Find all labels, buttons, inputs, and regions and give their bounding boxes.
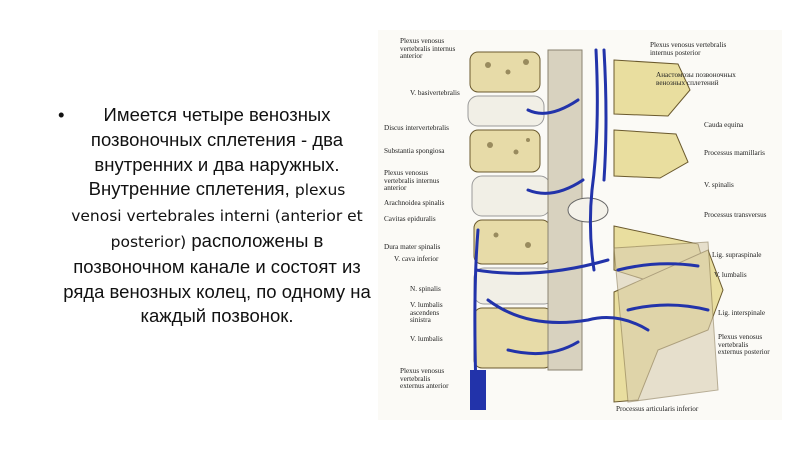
label-arachnoidea-spinalis: Arachnoidea spinalis bbox=[384, 199, 445, 207]
bullet-text-latin: plexus venosi vertebrales interni (anterior et posterior) bbox=[71, 181, 363, 251]
label-plexus-externus-anterior: Plexus venosus vertebralis externus anterior bbox=[400, 367, 449, 391]
label-n-spinalis: N. spinalis bbox=[410, 285, 441, 293]
label-cauda-equina: Cauda equina bbox=[704, 121, 744, 129]
label-processus-articularis-inferior: Processus articularis inferior bbox=[616, 405, 699, 413]
label-v-spinalis: V. spinalis bbox=[704, 181, 734, 189]
label-v-basivertebralis: V. basivertebralis bbox=[410, 89, 460, 97]
label-plexus-externus-posterior: Plexus venosus vertebralis externus posterior bbox=[718, 333, 770, 357]
label-lig-interspinale: Lig. interspinale bbox=[718, 309, 766, 317]
label-plexus-internus-posterior: Plexus venosus vertebralis internus posterior bbox=[650, 41, 727, 57]
bullet-text-prefix: Имеется четыре венозных позвоночных сплетения - два внутренних и два наружных. Внутренние сплетения, bbox=[88, 104, 344, 200]
label-v-lumbalis-ascendens: V. lumbalis ascendens sinistra bbox=[410, 301, 443, 325]
label-anastomoses: Анастомозы позвоночных венозных сплетений bbox=[656, 71, 736, 87]
label-v-lumbalis-right: V. lumbalis bbox=[714, 271, 747, 279]
label-plexus-internus-anterior: Plexus venosus vertebralis internus anterior bbox=[384, 169, 440, 193]
cauda-equina bbox=[568, 198, 608, 222]
label-processus-mamillaris: Processus mamillaris bbox=[704, 149, 765, 157]
bullet-block bbox=[58, 103, 372, 329]
label-v-lumbalis-left: V. lumbalis bbox=[410, 335, 443, 343]
spine-venous-plexus-figure bbox=[378, 30, 782, 420]
label-dura-mater-spinalis: Dura mater spinalis bbox=[384, 243, 441, 251]
bullet-text bbox=[62, 103, 372, 329]
vena-cava-inferior bbox=[470, 370, 486, 410]
label-cavitas-epiduralis: Cavitas epiduralis bbox=[384, 215, 436, 223]
label-lig-supraspinale: Lig. supraspinale bbox=[712, 251, 762, 259]
bullet-marker: • bbox=[58, 104, 65, 125]
label-v-cava-inferior: V. cava inferior bbox=[394, 255, 439, 263]
label-discus-intervertebralis: Discus intervertebralis bbox=[384, 124, 449, 132]
label-substantia-spongiosa: Substantia spongiosa bbox=[384, 147, 445, 155]
bullet-text-suffix: расположены в позвоночном канале и состоят из ряда венозных колец, по одному на каждый позвонок. bbox=[63, 229, 371, 327]
label-plexus-internus-anterior-top: Plexus venosus vertebralis internus anterior bbox=[400, 37, 456, 61]
label-processus-transversus: Processus transversus bbox=[704, 211, 767, 219]
